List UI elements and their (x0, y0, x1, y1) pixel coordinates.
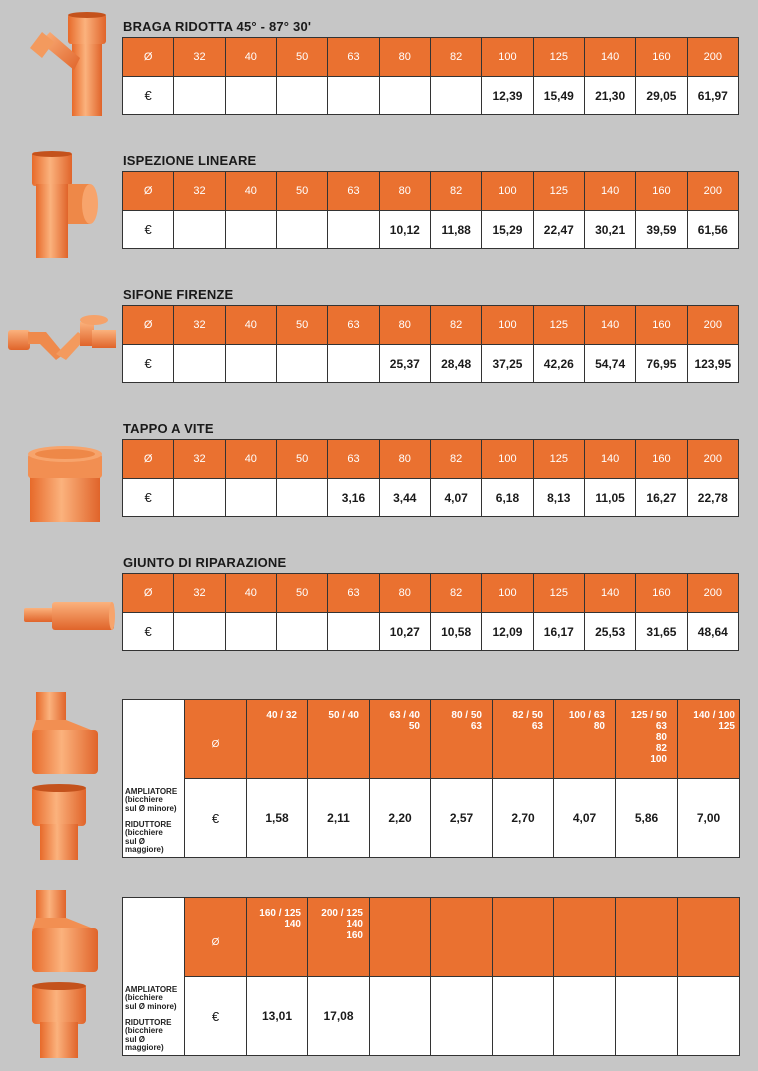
size-cell: 82 (430, 574, 481, 613)
price-table (122, 573, 739, 651)
price-cell: 28,48 (430, 345, 481, 383)
price-cell: 123,95 (687, 345, 738, 383)
price-cell: 25,37 (379, 345, 430, 383)
size-cell: 82 / 50 63 (493, 700, 554, 779)
size-cell (678, 898, 740, 977)
size-cell: 40 (225, 172, 276, 211)
price-cell: 48,64 (687, 613, 738, 651)
price-cell: 61,56 (687, 211, 738, 249)
currency-label: € (123, 345, 174, 383)
reducer-price-table (122, 897, 740, 1056)
price-cell: 54,74 (584, 345, 635, 383)
currency-label: € (123, 479, 174, 517)
price-cell: 2,20 (370, 779, 431, 858)
price-cell: 31,65 (636, 613, 687, 651)
price-cell (225, 479, 276, 517)
size-cell: 40 (225, 38, 276, 77)
price-cell (174, 211, 225, 249)
size-cell: 82 (430, 172, 481, 211)
price-table (122, 439, 739, 517)
size-cell: 63 (328, 574, 379, 613)
size-cell: 160 (636, 172, 687, 211)
price-cell: 6,18 (482, 479, 533, 517)
diameter-header: Ø (123, 574, 174, 613)
size-cell: 40 (225, 574, 276, 613)
size-cell: 82 (430, 38, 481, 77)
price-cell (328, 211, 379, 249)
size-cell: 82 (430, 440, 481, 479)
size-cell: 200 / 125 140 160 (308, 898, 370, 977)
size-cell: 100 / 63 80 (554, 700, 616, 779)
price-cell (276, 345, 327, 383)
size-cell: 200 (687, 440, 738, 479)
currency-label: € (123, 77, 174, 115)
price-cell (174, 479, 225, 517)
currency-label: € (185, 977, 247, 1056)
price-cell: 12,09 (482, 613, 533, 651)
size-cell: 32 (174, 172, 225, 211)
price-cell: 29,05 (636, 77, 687, 115)
diameter-header: Ø (123, 306, 174, 345)
size-cell: 100 (482, 306, 533, 345)
price-cell: 1,58 (247, 779, 308, 858)
price-cell (554, 977, 616, 1056)
size-cell: 50 / 40 (308, 700, 370, 779)
size-cell: 125 (533, 306, 584, 345)
price-cell: 4,07 (430, 479, 481, 517)
price-cell: 10,12 (379, 211, 430, 249)
siphon-pipe-image (6, 308, 118, 364)
size-cell: 50 (276, 440, 327, 479)
size-cell: 63 (328, 172, 379, 211)
size-cell: 80 (379, 38, 430, 77)
price-cell: 21,30 (584, 77, 635, 115)
price-cell: 4,07 (554, 779, 616, 858)
size-cell: 80 (379, 306, 430, 345)
price-cell (493, 977, 554, 1056)
size-cell: 32 (174, 306, 225, 345)
price-cell (328, 345, 379, 383)
price-cell: 76,95 (636, 345, 687, 383)
size-cell: 63 (328, 440, 379, 479)
size-cell (431, 898, 493, 977)
price-cell: 15,29 (482, 211, 533, 249)
price-cell: 2,70 (493, 779, 554, 858)
currency-label: € (123, 211, 174, 249)
price-cell: 2,57 (431, 779, 493, 858)
price-cell: 39,59 (636, 211, 687, 249)
size-cell: 200 (687, 38, 738, 77)
size-cell: 160 (636, 38, 687, 77)
section-title: SIFONE FIRENZE (123, 287, 234, 302)
price-cell (276, 77, 327, 115)
price-cell (379, 77, 430, 115)
size-cell (616, 898, 678, 977)
size-cell: 125 / 50 63 80 82 100 (616, 700, 678, 779)
size-cell: 140 (584, 38, 635, 77)
currency-label: € (123, 613, 174, 651)
price-cell (174, 613, 225, 651)
price-cell: 42,26 (533, 345, 584, 383)
price-cell: 12,39 (482, 77, 533, 115)
price-cell (174, 77, 225, 115)
price-cell: 16,17 (533, 613, 584, 651)
price-cell: 8,13 (533, 479, 584, 517)
price-cell: 3,44 (379, 479, 430, 517)
section-title: ISPEZIONE LINEARE (123, 153, 257, 168)
reducer-image (30, 782, 88, 862)
section-title: GIUNTO DI RIPARAZIONE (123, 555, 287, 570)
price-cell: 17,08 (308, 977, 370, 1056)
size-cell: 140 (584, 306, 635, 345)
y-branch-pipe-image (20, 12, 116, 118)
price-cell: 5,86 (616, 779, 678, 858)
size-cell: 200 (687, 574, 738, 613)
size-cell: 50 (276, 172, 327, 211)
size-cell: 40 (225, 440, 276, 479)
size-cell: 100 (482, 440, 533, 479)
size-cell: 200 (687, 306, 738, 345)
size-cell: 82 (430, 306, 481, 345)
price-cell (370, 977, 431, 1056)
price-cell: 25,53 (584, 613, 635, 651)
price-cell (276, 613, 327, 651)
diameter-header: Ø (123, 440, 174, 479)
size-cell: 80 / 50 63 (431, 700, 493, 779)
diameter-header: Ø (123, 172, 174, 211)
size-cell: 100 (482, 574, 533, 613)
size-cell (554, 898, 616, 977)
size-cell (493, 898, 554, 977)
repair-joint-image (22, 596, 116, 636)
price-cell: 13,01 (247, 977, 308, 1056)
size-cell: 160 (636, 574, 687, 613)
price-cell (678, 977, 740, 1056)
price-cell (616, 977, 678, 1056)
price-cell: 11,05 (584, 479, 635, 517)
size-cell: 40 / 32 (247, 700, 308, 779)
currency-label: € (185, 779, 247, 858)
inspection-pipe-image (24, 150, 104, 260)
diameter-header: Ø (123, 38, 174, 77)
reducer-image-2 (30, 980, 88, 1060)
price-cell: 37,25 (482, 345, 533, 383)
size-cell: 50 (276, 38, 327, 77)
size-cell: 80 (379, 574, 430, 613)
size-cell: 100 (482, 38, 533, 77)
reducer-type-label: AMPLIATORE (bicchiere sul Ø minore) RIDUTTORE (bicchiere sul Ø maggiore) (123, 898, 185, 1056)
size-cell: 160 (636, 306, 687, 345)
price-cell (225, 77, 276, 115)
size-cell: 140 / 100 125 (678, 700, 740, 779)
size-cell: 200 (687, 172, 738, 211)
size-cell: 63 (328, 38, 379, 77)
size-cell: 125 (533, 172, 584, 211)
section-title: BRAGA RIDOTTA 45° - 87° 30' (123, 19, 312, 34)
size-cell: 32 (174, 38, 225, 77)
size-cell (370, 898, 431, 977)
price-cell (225, 211, 276, 249)
size-cell: 80 (379, 172, 430, 211)
price-cell: 10,58 (430, 613, 481, 651)
size-cell: 160 / 125 140 (247, 898, 308, 977)
price-cell (225, 613, 276, 651)
price-cell: 30,21 (584, 211, 635, 249)
price-table (122, 37, 739, 115)
size-cell: 125 (533, 38, 584, 77)
expander-image-2 (28, 888, 102, 974)
price-cell: 2,11 (308, 779, 370, 858)
size-cell: 63 / 40 50 (370, 700, 431, 779)
price-table (122, 305, 739, 383)
price-cell (328, 613, 379, 651)
price-cell (431, 977, 493, 1056)
price-cell (174, 345, 225, 383)
price-cell (276, 479, 327, 517)
expander-image (28, 690, 102, 776)
price-cell (276, 211, 327, 249)
screw-cap-image (22, 440, 108, 524)
price-cell: 10,27 (379, 613, 430, 651)
size-cell: 140 (584, 440, 635, 479)
price-cell: 22,78 (687, 479, 738, 517)
price-cell (328, 77, 379, 115)
size-cell: 100 (482, 172, 533, 211)
size-cell: 125 (533, 574, 584, 613)
reducer-price-table (122, 699, 740, 858)
size-cell: 140 (584, 172, 635, 211)
size-cell: 32 (174, 440, 225, 479)
size-cell: 40 (225, 306, 276, 345)
price-cell: 61,97 (687, 77, 738, 115)
price-cell: 22,47 (533, 211, 584, 249)
size-cell: 50 (276, 574, 327, 613)
reducer-type-label: AMPLIATORE (bicchiere sul Ø minore) RIDUTTORE (bicchiere sul Ø maggiore) (123, 700, 185, 858)
price-cell (430, 77, 481, 115)
price-cell: 3,16 (328, 479, 379, 517)
price-cell: 16,27 (636, 479, 687, 517)
size-cell: 63 (328, 306, 379, 345)
diameter-header: Ø (185, 700, 247, 779)
price-cell: 7,00 (678, 779, 740, 858)
price-cell (225, 345, 276, 383)
price-table (122, 171, 739, 249)
price-cell: 11,88 (430, 211, 481, 249)
size-cell: 140 (584, 574, 635, 613)
size-cell: 50 (276, 306, 327, 345)
price-cell: 15,49 (533, 77, 584, 115)
size-cell: 160 (636, 440, 687, 479)
size-cell: 80 (379, 440, 430, 479)
diameter-header: Ø (185, 898, 247, 977)
size-cell: 125 (533, 440, 584, 479)
section-title: TAPPO A VITE (123, 421, 214, 436)
size-cell: 32 (174, 574, 225, 613)
